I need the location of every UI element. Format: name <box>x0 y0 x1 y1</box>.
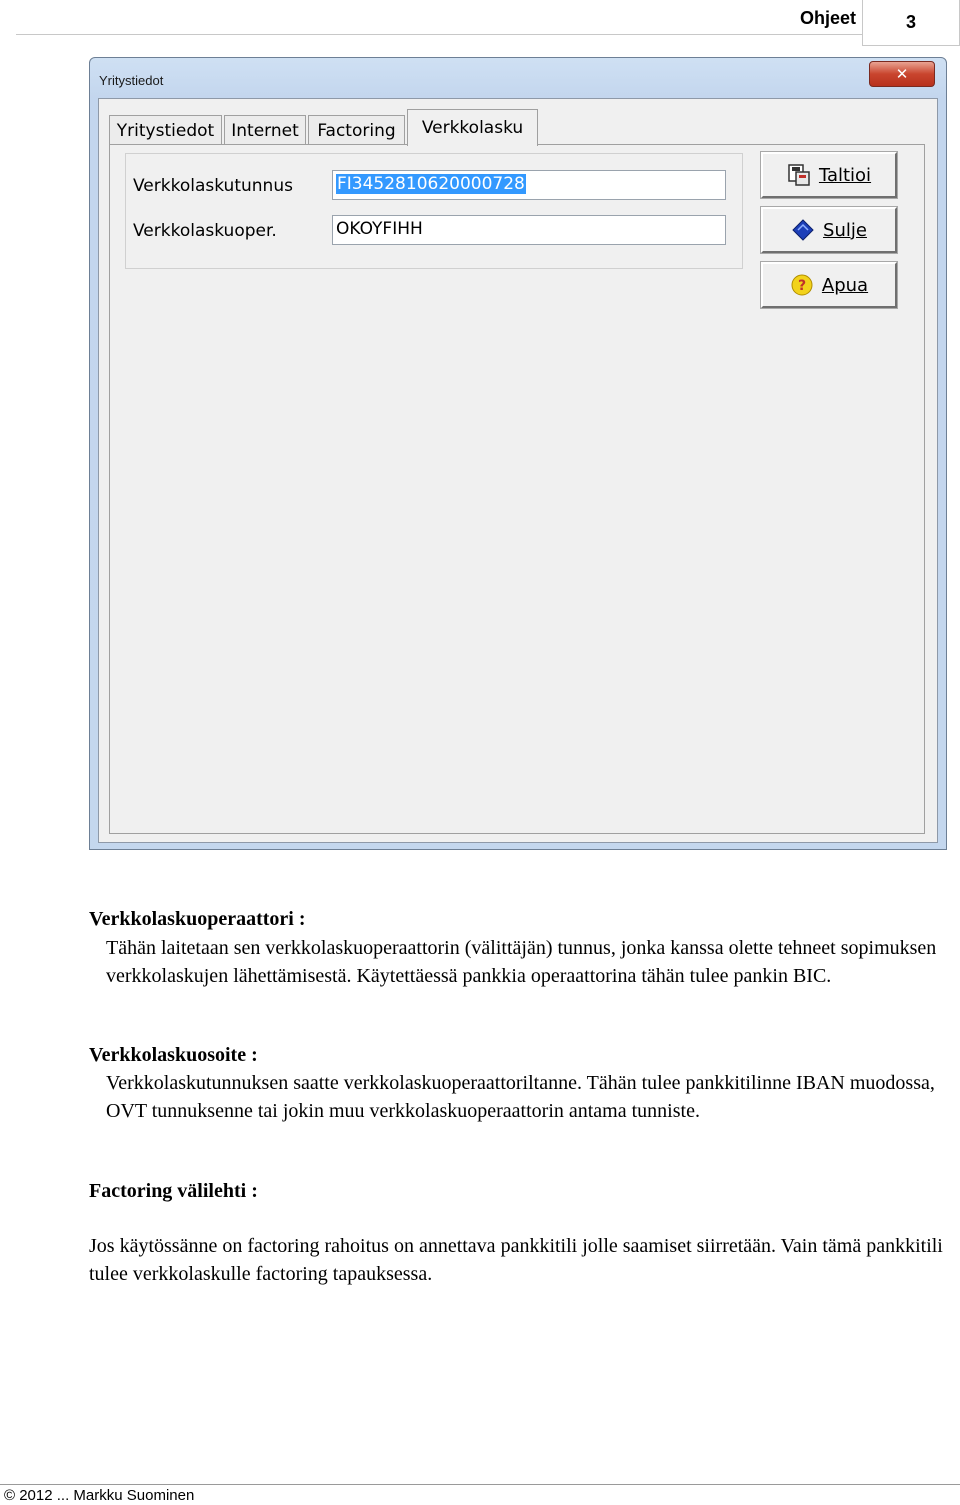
einvoice-id-label: Verkkolaskutunnus <box>133 176 293 196</box>
window-client-area <box>98 98 938 843</box>
einvoice-id-input[interactable] <box>332 170 726 200</box>
svg-text:?: ? <box>797 278 806 294</box>
window-title: Yritystiedot <box>99 73 164 88</box>
address-description: Verkkolaskutunnuksen saatte verkkolaskuoperaattoriltanne. Tähän tulee pankkitilinne IBAN muodossa, OVT tunnuksenne tai jokin muu verkkolaskuoperaattorin antama tunniste. <box>106 1072 935 1122</box>
einvoice-operator-label: Verkkolaskuoper. <box>133 221 277 241</box>
header-rule <box>16 34 960 35</box>
close-button[interactable] <box>761 207 897 253</box>
operator-description: Tähän laitetaan sen verkkolaskuoperaattorin (välittäjän) tunnus, jonka kanssa olette tehneet sopimuksen verkkolaskujen lähettämisestä. Käytettäessä pankkia operaattorina tähän tulee pankin BIC. <box>106 937 937 987</box>
tab-factoring[interactable]: Factoring <box>308 115 405 145</box>
einvoice-operator-input[interactable] <box>332 215 726 245</box>
tab-yritystiedot[interactable]: Yritystiedot <box>109 115 222 145</box>
save-icon <box>787 163 811 187</box>
window-close-button[interactable] <box>869 61 935 87</box>
operator-heading: Verkkolaskuoperaattori : <box>89 908 306 930</box>
factoring-description: Jos käytössänne on factoring rahoitus on annettava pankkitili jolle saamiset siirretään. Vain tämä pankkitili tulee verkkolaskulle factoring tapauksessa. <box>89 1235 943 1285</box>
footer-copyright: © 2012 ... Markku Suominen <box>4 1487 195 1504</box>
einvoice-fields-group <box>125 153 743 269</box>
einvoice-operator-value: OKOYFIHH <box>336 219 423 239</box>
address-heading: Verkkolaskuosoite : <box>89 1044 258 1066</box>
factoring-heading: Factoring välilehti : <box>89 1180 258 1202</box>
tab-internet[interactable]: Internet <box>224 115 306 145</box>
footer-rule <box>0 1484 960 1485</box>
save-button[interactable] <box>761 152 897 198</box>
tab-verkkolasku[interactable]: Verkkolasku <box>407 109 538 146</box>
einvoice-id-value: FI3452810620000728 <box>337 174 525 194</box>
close-icon: ✕ <box>895 65 909 83</box>
close-door-icon <box>791 218 815 242</box>
help-icon <box>790 273 814 297</box>
help-button[interactable] <box>761 262 897 308</box>
page-number: 3 <box>862 0 960 46</box>
close-button-label: Sulje <box>823 219 867 241</box>
header-title: Ohjeet <box>799 8 856 28</box>
help-button-label: Apua <box>821 274 869 296</box>
verkkolasku-tab-panel <box>109 144 925 834</box>
company-info-window <box>89 57 947 850</box>
save-button-label: Taltioi <box>818 164 872 186</box>
